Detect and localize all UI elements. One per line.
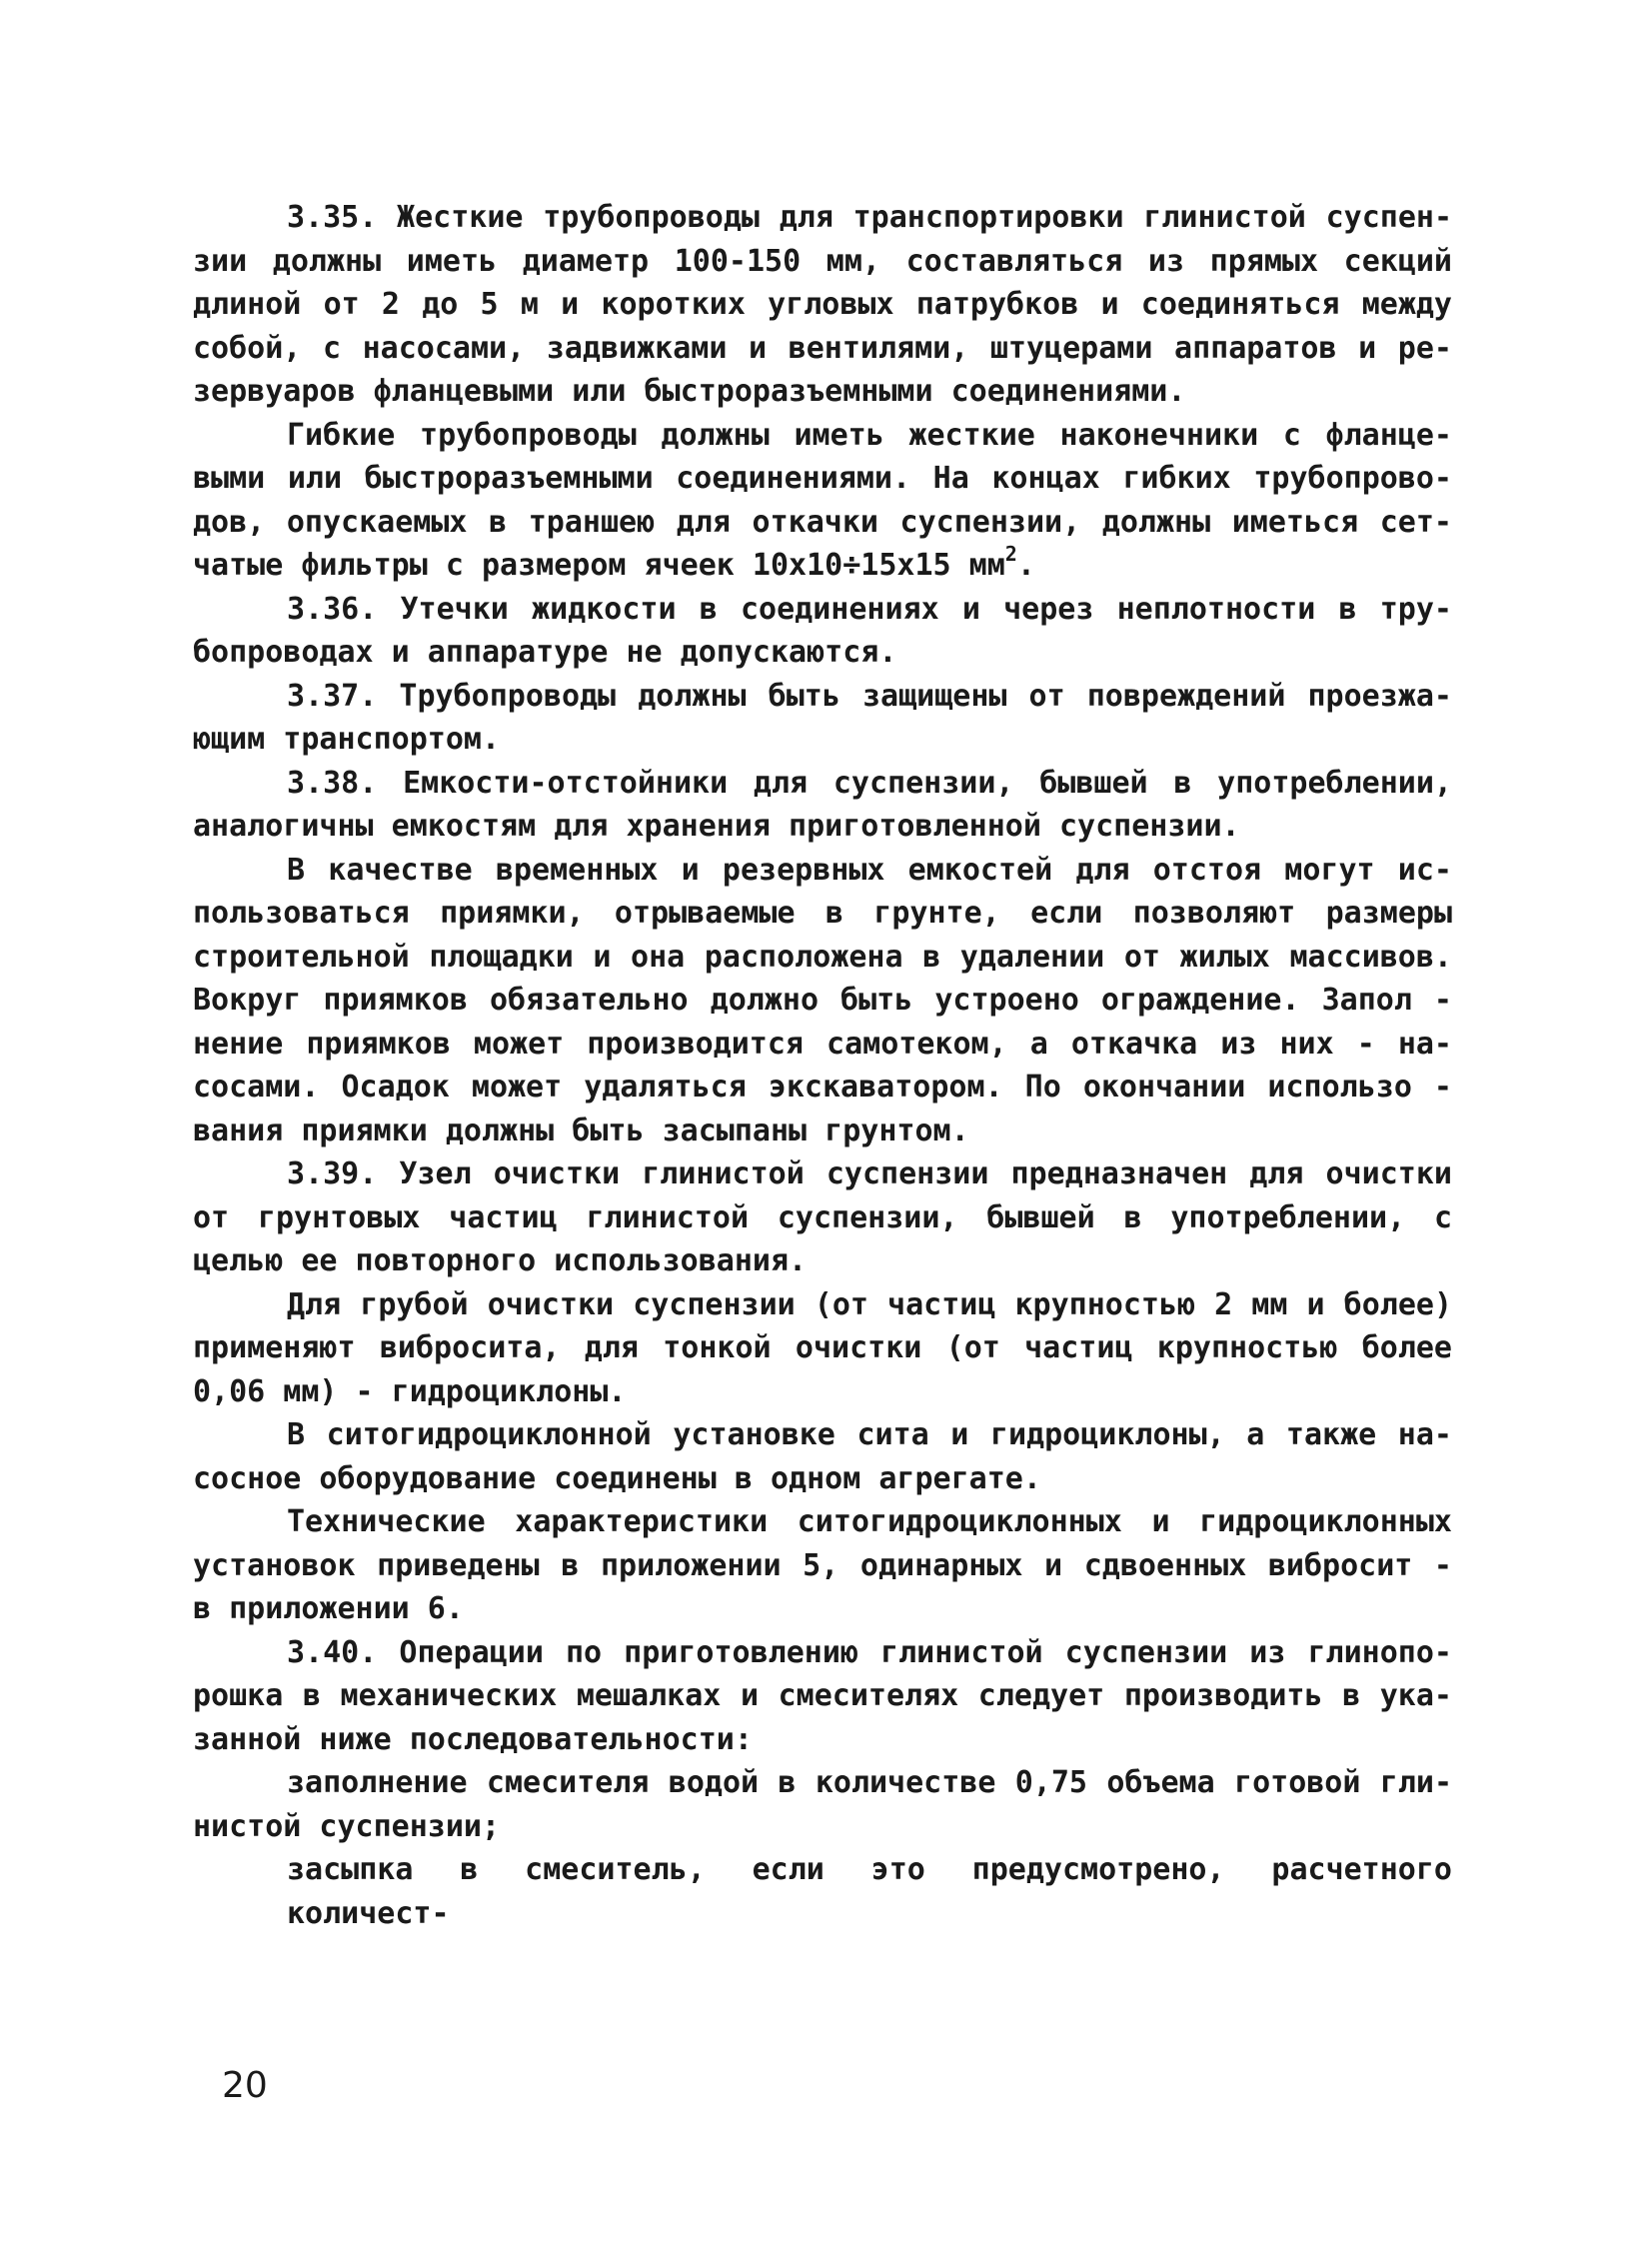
- text-line: сосами. Осадок может удаляться экскаватором. По окончании использо -: [193, 1070, 1452, 1105]
- text-line: нение приямков может производится самотеком, а откачка из них - на-: [193, 1026, 1452, 1062]
- text-line: пользоваться приямки, отрываемые в грунте, если позволяют размеры: [193, 896, 1452, 931]
- text-line: занной ниже последовательности:: [193, 1721, 753, 1757]
- text-line: 3.40. Операции по приготовлению глинистой суспензии из глинопо-: [287, 1634, 1452, 1670]
- text-line: рошка в механических мешалках и смесителях следует производить в ука-: [193, 1678, 1452, 1713]
- superscript: 2: [1004, 542, 1017, 566]
- text-line: засыпка в смеситель, если это предусмотрено, расчетного количест-: [287, 1852, 1452, 1931]
- text-line: ющим транспортом.: [193, 722, 501, 757]
- text-line: зервуаров фланцевыми или быстроразъемными соединениями.: [193, 374, 1186, 409]
- text-line: применяют вибросита, для тонкой очистки (от частиц крупностью более: [193, 1330, 1452, 1365]
- text-line: 3.39. Узел очистки глинистой суспензии предназначен для очистки: [287, 1156, 1452, 1191]
- page-number: 20: [222, 2065, 268, 2106]
- text-line: нистой суспензии;: [193, 1808, 501, 1844]
- text-line: в приложении 6.: [193, 1591, 464, 1626]
- text-line: 3.36. Утечки жидкости в соединениях и через неплотности в тру-: [287, 591, 1452, 627]
- text-line: зии должны иметь диаметр 100-150 мм, составляться из прямых секций: [193, 243, 1452, 279]
- body-text: [193, 196, 1452, 1931]
- text-line: дов, опускаемых в траншею для откачки суспензии, должны иметься сет-: [193, 504, 1452, 540]
- text-line: 3.37. Трубопроводы должны быть защищены от повреждений проезжа-: [287, 678, 1452, 714]
- text-line: вания приямки должны быть засыпаны грунтом.: [193, 1113, 969, 1148]
- text-line: Гибкие трубопроводы должны иметь жесткие наконечники с фланце-: [287, 417, 1452, 453]
- text-line: чатые фильтры с размером ячеек 10х10÷15х15 $мм^2$.: [193, 542, 1035, 583]
- text-line: Вокруг приямков обязательно должно быть устроено ограждение. Запол -: [193, 983, 1452, 1018]
- text-line: аналогичны емкостям для хранения приготовленной суспензии.: [193, 809, 1240, 844]
- text-line: В ситогидроциклонной установке сита и гидроциклоны, а также на-: [287, 1417, 1452, 1452]
- text-line: бопроводах и аппаратуре не допускаются.: [193, 635, 897, 670]
- text-line: В качестве временных и резервных емкостей для отстоя могут ис-: [287, 852, 1452, 888]
- text-line: строительной площадки и она расположена в удалении от жилых массивов.: [193, 939, 1452, 975]
- text-line: Для грубой очистки суспензии (от частиц крупностью 2 мм и более): [287, 1286, 1452, 1322]
- text-line: 3.38. Емкости-отстойники для суспензии, бывшей в употреблении,: [287, 765, 1452, 801]
- text-line: 0,06 мм) - гидроциклоны.: [193, 1373, 627, 1409]
- text-line: длиной от 2 до 5 м и коротких угловых патрубков и соединяться между: [193, 287, 1452, 322]
- text-line: выми или быстроразъемными соединениями. На концах гибких трубопрово-: [193, 461, 1452, 496]
- text-line: от грунтовых частиц глинистой суспензии, бывшей в употреблении, с: [193, 1199, 1452, 1235]
- text-line: сосное оборудование соединены в одном агрегате.: [193, 1460, 1041, 1496]
- text-line: целью ее повторного использования.: [193, 1243, 808, 1278]
- text-line: установок приведены в приложении 5, одинарных и сдвоенных вибросит -: [193, 1547, 1452, 1583]
- text-line: Технические характеристики ситогидроциклонных и гидроциклонных: [287, 1504, 1452, 1539]
- text-line: собой, с насосами, задвижками и вентилями, штуцерами аппаратов и ре-: [193, 330, 1452, 366]
- text-line: 3.35. Жесткие трубопроводы для транспортировки глинистой суспен-: [287, 200, 1452, 235]
- text-line: заполнение смесителя водой в количестве 0,75 объема готовой гли-: [287, 1765, 1452, 1800]
